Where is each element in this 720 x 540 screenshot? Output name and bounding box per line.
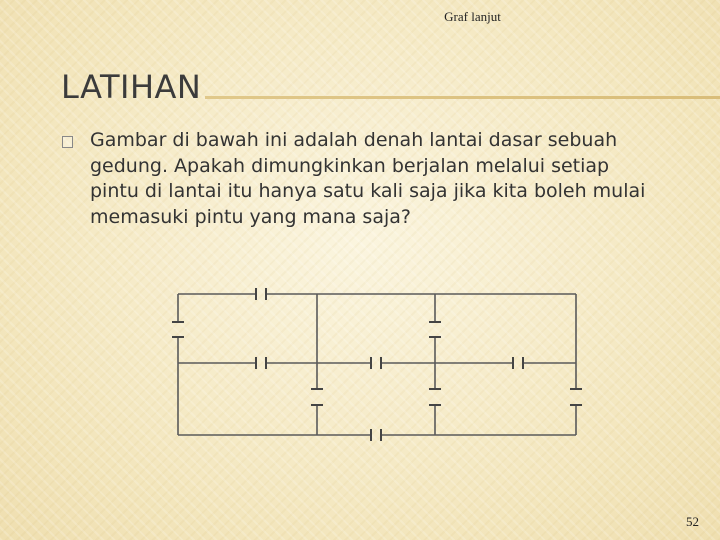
- door-vertical-b-top: [429, 322, 441, 337]
- page-number: 52: [686, 514, 699, 529]
- slide-title: LATIHAN: [61, 68, 202, 106]
- door-top: [256, 288, 266, 300]
- door-right: [570, 389, 582, 405]
- door-middle-3: [513, 357, 523, 369]
- body-text: Gambar di bawah ini adalah denah lantai dasar sebuah gedung. Apakah dimungkinkan berjalan melalui setiap pintu di lantai itu hanya satu kali saja jika kita boleh mulai memasuki pintu yang mana saja?: [90, 129, 646, 228]
- header-text: Graf lanjut: [444, 9, 501, 24]
- title-underline: [205, 96, 720, 99]
- floor-plan-diagram: [170, 285, 590, 445]
- square-bullet-icon: [62, 136, 73, 148]
- door-middle-1: [256, 357, 266, 369]
- door-vertical-b-bottom: [429, 389, 441, 405]
- door-bottom: [371, 429, 381, 441]
- door-middle-2: [371, 357, 381, 369]
- door-left: [172, 322, 184, 337]
- door-vertical-a: [311, 389, 323, 405]
